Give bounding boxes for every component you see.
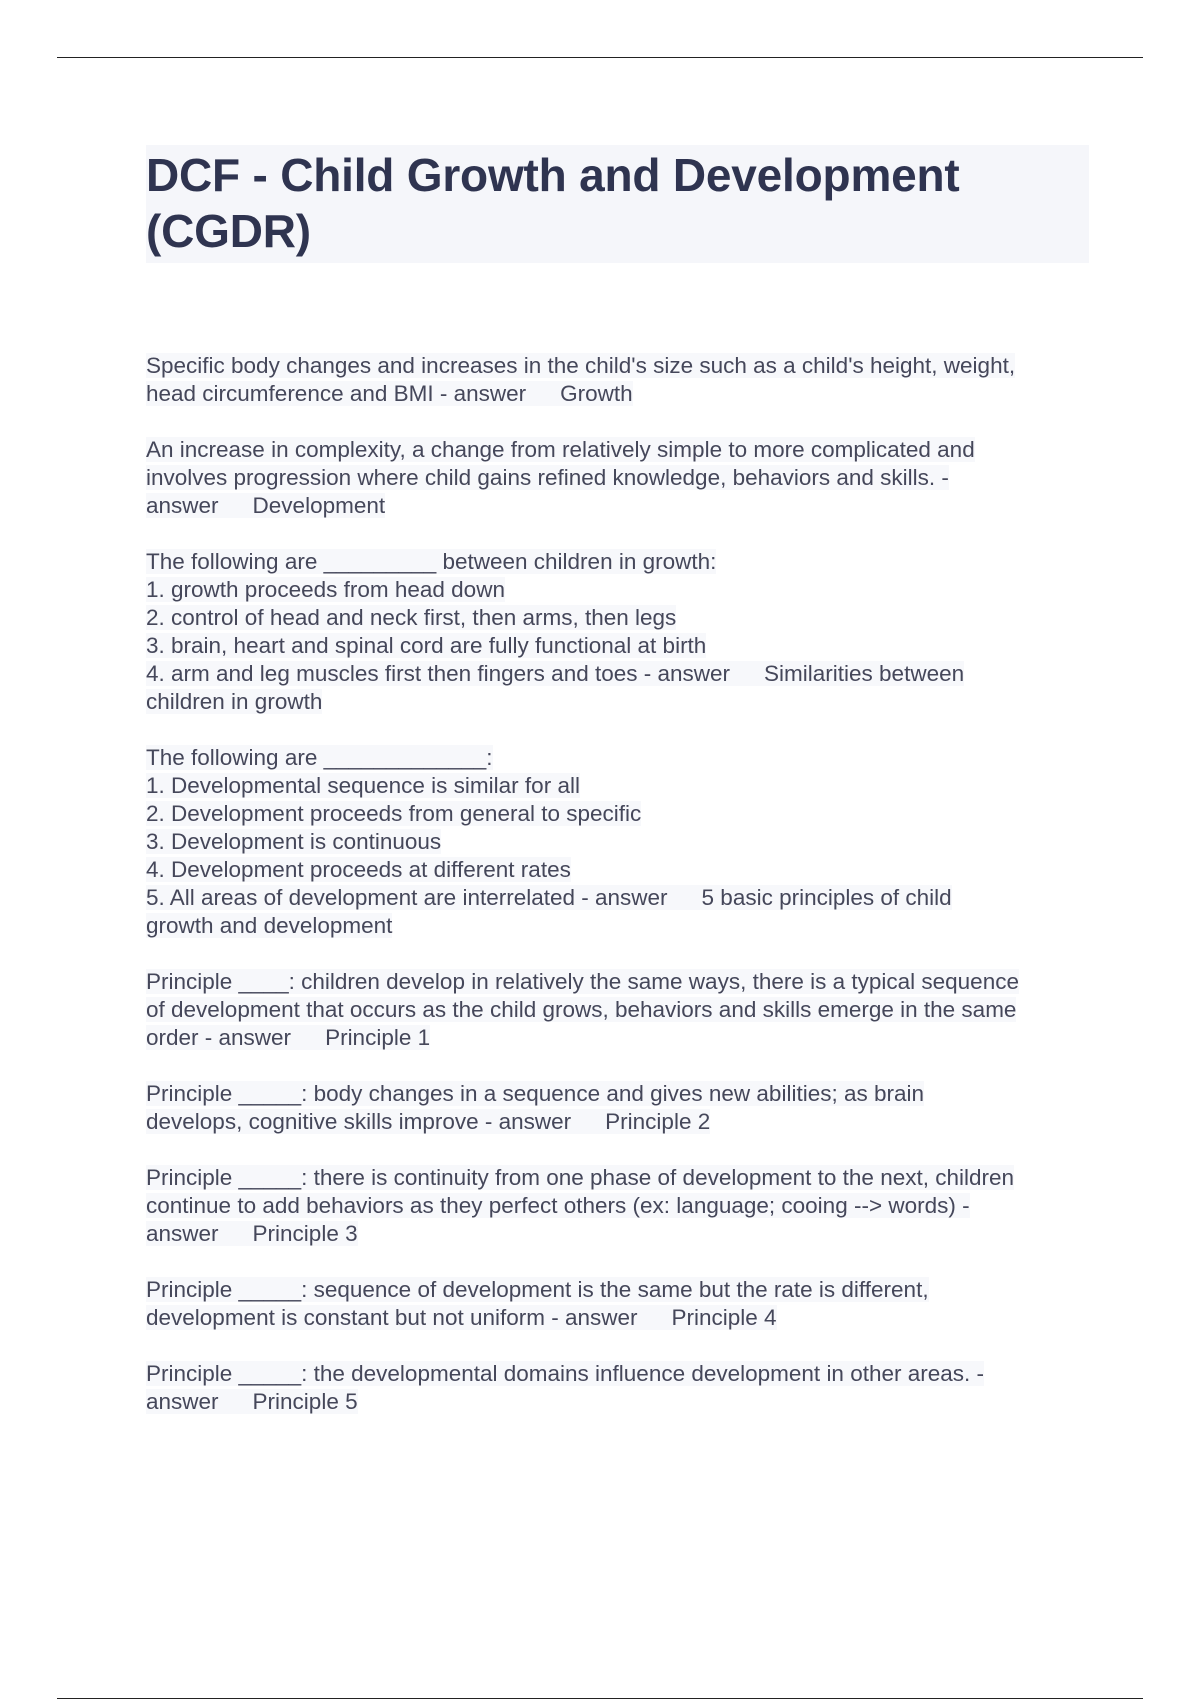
card-5-line-2: of development that occurs as the child grows, behaviors and skills emerge in the same bbox=[146, 997, 1017, 1022]
card-9-answer: Principle 5 bbox=[252, 1389, 358, 1414]
card-4-line-4: 3. Development is continuous bbox=[146, 829, 442, 854]
title-line-1: DCF - Child Growth and Development bbox=[146, 149, 960, 201]
bottom-rule bbox=[57, 1698, 1143, 1699]
card-8-line-2: development is constant but not uniform - answer bbox=[146, 1305, 638, 1330]
card-4-answer: 5 basic principles of child bbox=[701, 885, 952, 910]
flashcard-8 bbox=[146, 1276, 1089, 1332]
card-3-line-4: 3. brain, heart and spinal cord are fully functional at birth bbox=[146, 633, 707, 658]
flashcard-4 bbox=[146, 744, 1089, 940]
card-3-line-1: The following are _________ between children in growth: bbox=[146, 549, 717, 574]
card-4-line-1: The following are _____________: bbox=[146, 745, 493, 770]
flashcard-3 bbox=[146, 548, 1089, 716]
flashcard-list bbox=[146, 352, 1089, 1416]
card-3-answer: Similarities between bbox=[764, 661, 965, 686]
card-4-line-6: 5. All areas of development are interrelated - answer bbox=[146, 885, 668, 910]
card-1-line-2: head circumference and BMI - answer bbox=[146, 381, 527, 406]
card-5-line-1: Principle ____: children develop in relatively the same ways, there is a typical sequence bbox=[146, 969, 1019, 994]
card-2-line-2: involves progression where child gains refined knowledge, behaviors and skills. - bbox=[146, 465, 949, 490]
card-9-line-2: answer bbox=[146, 1389, 219, 1414]
card-7-line-1: Principle _____: there is continuity from one phase of development to the next, children bbox=[146, 1165, 1015, 1190]
flashcard-7 bbox=[146, 1164, 1089, 1248]
top-rule bbox=[57, 57, 1143, 58]
flashcard-1 bbox=[146, 352, 1089, 408]
card-5-line-3: order - answer bbox=[146, 1025, 292, 1050]
card-2-answer: Development bbox=[252, 493, 386, 518]
card-6-line-2: develops, cognitive skills improve - answer bbox=[146, 1109, 572, 1134]
card-5-answer: Principle 1 bbox=[325, 1025, 431, 1050]
flashcard-2 bbox=[146, 436, 1089, 520]
card-4-answer-continued: growth and development bbox=[146, 913, 393, 938]
card-1-line-1: Specific body changes and increases in the child's size such as a child's height, weight, bbox=[146, 353, 1016, 378]
card-3-answer-continued: children in growth bbox=[146, 689, 323, 714]
document-title bbox=[146, 145, 1089, 263]
card-7-answer: Principle 3 bbox=[252, 1221, 358, 1246]
document-body bbox=[146, 145, 1089, 1444]
card-6-answer: Principle 2 bbox=[605, 1109, 711, 1134]
card-3-line-5: 4. arm and leg muscles first then fingers and toes - answer bbox=[146, 661, 731, 686]
flashcard-6 bbox=[146, 1080, 1089, 1136]
card-3-line-3: 2. control of head and neck first, then arms, then legs bbox=[146, 605, 677, 630]
title-line-2: (CGDR) bbox=[146, 205, 311, 257]
flashcard-5 bbox=[146, 968, 1089, 1052]
card-6-line-1: Principle _____: body changes in a sequence and gives new abilities; as brain bbox=[146, 1081, 925, 1106]
card-3-line-2: 1. growth proceeds from head down bbox=[146, 577, 505, 602]
card-2-line-3: answer bbox=[146, 493, 219, 518]
card-4-line-5: 4. Development proceeds at different rates bbox=[146, 857, 571, 882]
card-9-line-1: Principle _____: the developmental domains influence development in other areas. - bbox=[146, 1361, 985, 1386]
card-4-line-2: 1. Developmental sequence is similar for all bbox=[146, 773, 580, 798]
card-7-line-3: answer bbox=[146, 1221, 219, 1246]
card-4-line-3: 2. Development proceeds from general to specific bbox=[146, 801, 642, 826]
card-7-line-2: continue to add behaviors as they perfect others (ex: language; cooing --> words) - bbox=[146, 1193, 970, 1218]
card-8-answer: Principle 4 bbox=[671, 1305, 777, 1330]
flashcard-9 bbox=[146, 1360, 1089, 1416]
card-2-line-1: An increase in complexity, a change from relatively simple to more complicated and bbox=[146, 437, 975, 462]
card-8-line-1: Principle _____: sequence of development is the same but the rate is different, bbox=[146, 1277, 929, 1302]
card-1-answer: Growth bbox=[560, 381, 633, 406]
